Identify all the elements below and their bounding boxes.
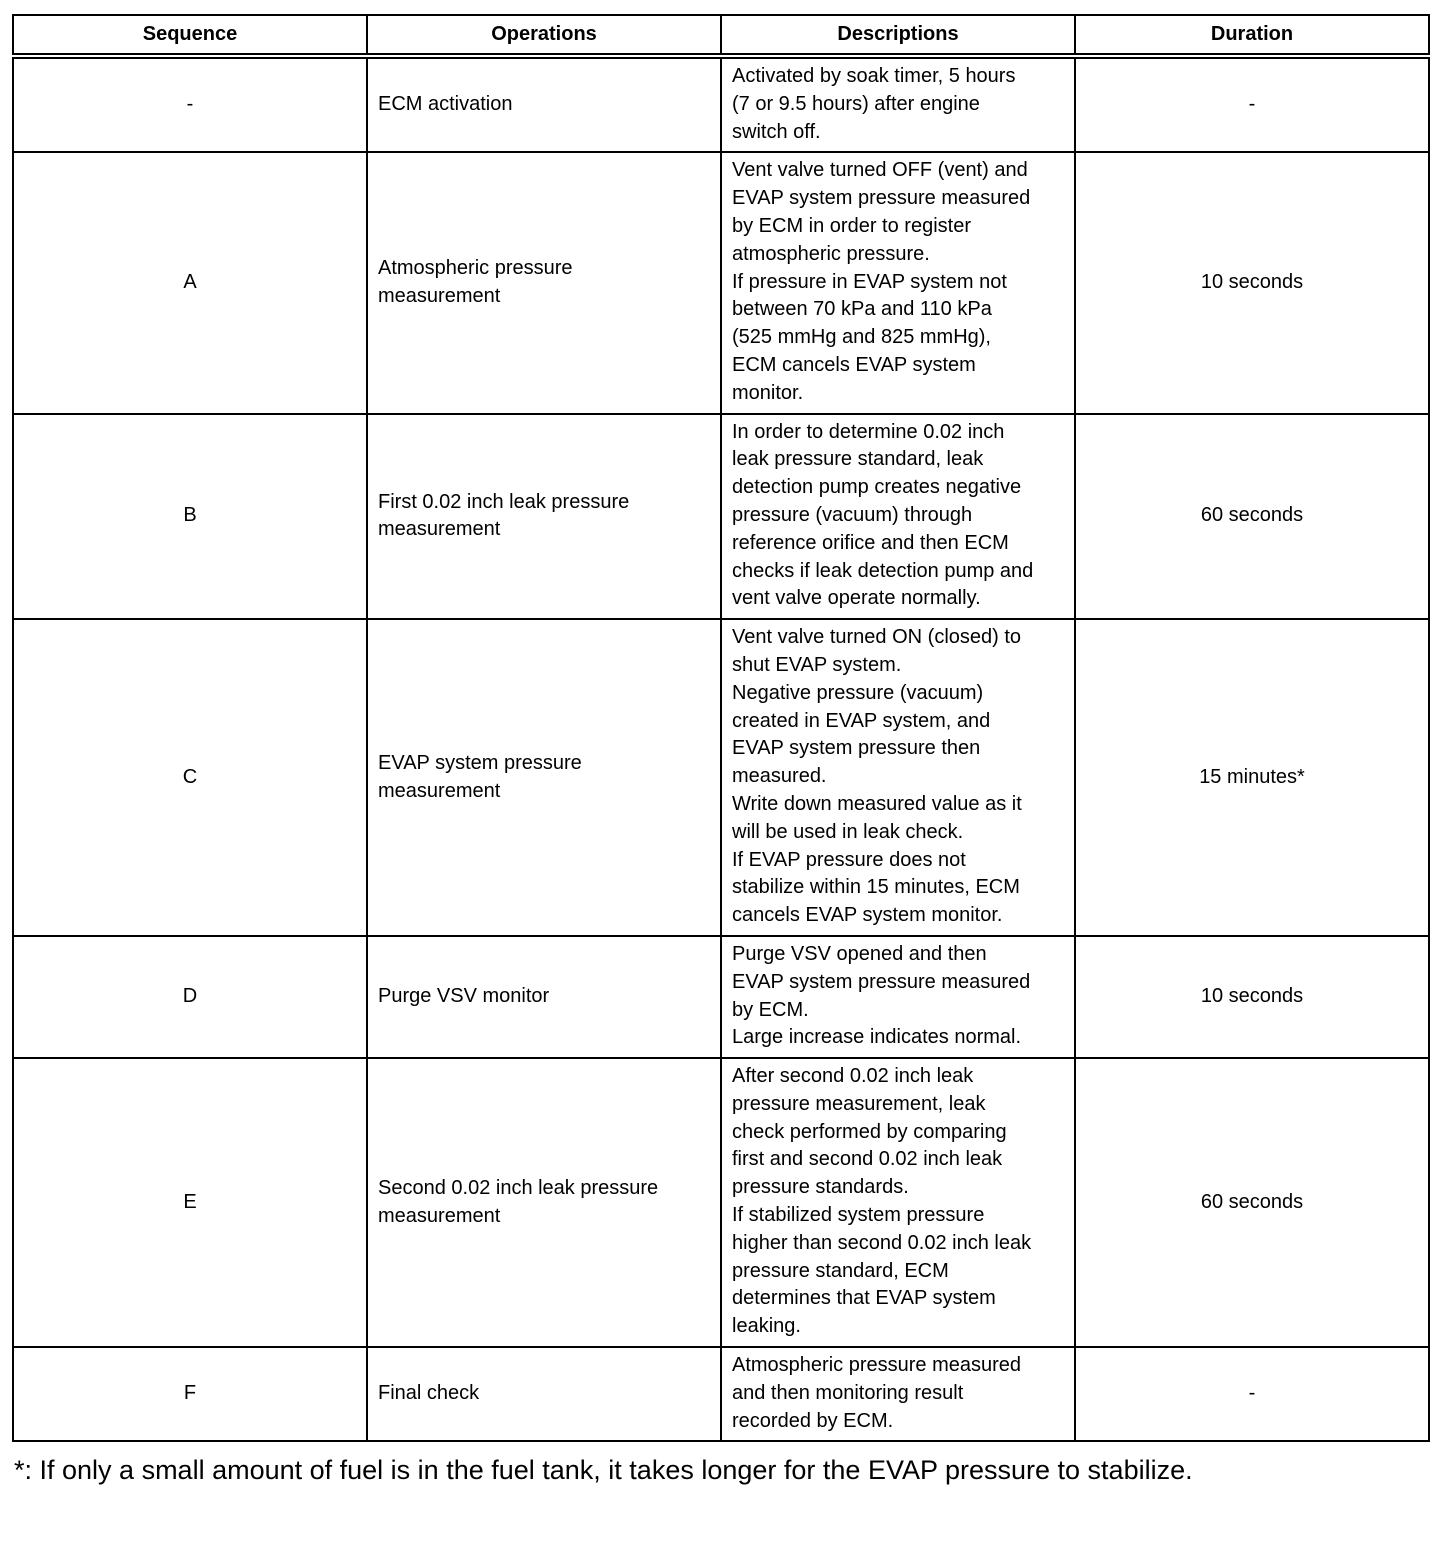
operation-text-line: measurement: [378, 518, 501, 541]
description-text-line: Vent valve turned ON (closed) to: [732, 626, 1022, 649]
description-text-line: ECM cancels EVAP system: [732, 353, 976, 376]
table-row: [13, 619, 1429, 936]
operation-cell: [367, 619, 721, 936]
table-row: [13, 414, 1429, 620]
description-text-line: pressure standards.: [732, 1176, 909, 1199]
description-text-line: detection pump creates negative: [732, 476, 1022, 499]
operation-text-line: First 0.02 inch leak pressure: [378, 490, 630, 513]
operation-text-line: measurement: [378, 1204, 501, 1227]
operation-text-line: measurement: [378, 284, 501, 307]
description-text-line: by ECM in order to register: [732, 214, 971, 237]
description-text-line: After second 0.02 inch leak: [732, 1065, 974, 1088]
duration-cell: -: [1075, 1347, 1429, 1441]
description-cell: [721, 56, 1075, 152]
table-row: [13, 1347, 1429, 1441]
column-header-sequence: Sequence: [13, 15, 367, 56]
description-text-line: If pressure in EVAP system not: [732, 270, 1007, 293]
operation-cell: [367, 1058, 721, 1347]
operation-text-line: ECM activation: [378, 93, 513, 116]
duration-cell: -: [1075, 56, 1429, 152]
description-text-line: Write down measured value as it: [732, 792, 1022, 815]
footnote: *: If only a small amount of fuel is in the fuel tank, it takes longer for the EVAP pressure to stabilize.: [14, 1455, 1193, 1485]
duration-cell: 10 seconds: [1075, 936, 1429, 1058]
description-cell: [721, 619, 1075, 936]
description-text-line: between 70 kPa and 110 kPa: [732, 298, 992, 321]
description-text-line: EVAP system pressure measured: [732, 187, 1031, 210]
description-cell: [721, 1347, 1075, 1441]
description-text-line: Large increase indicates normal.: [732, 1026, 1022, 1049]
description-text-line: EVAP system pressure then: [732, 737, 981, 760]
operation-text-line: Second 0.02 inch leak pressure: [378, 1176, 659, 1199]
evap-monitor-sequence-table: [12, 14, 1430, 1442]
description-text-line: by ECM.: [732, 998, 809, 1021]
operation-cell: [367, 936, 721, 1058]
description-text-line: Atmospheric pressure measured: [732, 1354, 1022, 1377]
description-text-line: measured.: [732, 765, 827, 788]
description-text-line: recorded by ECM.: [732, 1409, 894, 1432]
description-text-line: (525 mmHg and 825 mmHg),: [732, 326, 991, 349]
description-cell: [721, 152, 1075, 413]
operation-cell: [367, 414, 721, 620]
description-text-line: vent valve operate normally.: [732, 587, 981, 610]
table-body: [13, 56, 1429, 1441]
sequence-cell: A: [13, 152, 367, 413]
sequence-cell: B: [13, 414, 367, 620]
description-text-line: pressure measurement, leak: [732, 1092, 986, 1115]
sequence-cell: F: [13, 1347, 367, 1441]
operation-text-line: Final check: [378, 1382, 480, 1405]
description-text-line: pressure standard, ECM: [732, 1259, 949, 1282]
operation-text-line: EVAP system pressure: [378, 751, 582, 774]
description-text-line: switch off.: [732, 120, 821, 143]
description-text-line: cancels EVAP system monitor.: [732, 904, 1003, 927]
description-text-line: Negative pressure (vacuum): [732, 681, 984, 704]
description-text-line: leaking.: [732, 1315, 801, 1338]
duration-cell: 15 minutes*: [1075, 619, 1429, 936]
description-text-line: reference orifice and then ECM: [732, 531, 1009, 554]
sequence-cell: D: [13, 936, 367, 1058]
description-text-line: shut EVAP system.: [732, 653, 902, 676]
description-text-line: atmospheric pressure.: [732, 242, 930, 265]
sequence-cell: C: [13, 619, 367, 936]
operation-text-line: Purge VSV monitor: [378, 985, 550, 1008]
description-text-line: check performed by comparing: [732, 1120, 1007, 1143]
table-row: [13, 152, 1429, 413]
operation-cell: [367, 152, 721, 413]
operation-text-line: Atmospheric pressure: [378, 257, 573, 280]
sequence-cell: -: [13, 56, 367, 152]
table-header-row: [13, 15, 1429, 56]
operation-cell: [367, 56, 721, 152]
description-text-line: higher than second 0.02 inch leak: [732, 1231, 1032, 1254]
description-text-line: leak pressure standard, leak: [732, 448, 984, 471]
sequence-cell: E: [13, 1058, 367, 1347]
description-text-line: If EVAP pressure does not: [732, 848, 966, 871]
duration-cell: 60 seconds: [1075, 414, 1429, 620]
description-text-line: Activated by soak timer, 5 hours: [732, 65, 1016, 87]
description-cell: [721, 1058, 1075, 1347]
description-text-line: stabilize within 15 minutes, ECM: [732, 876, 1020, 899]
description-text-line: checks if leak detection pump and: [732, 559, 1034, 582]
description-cell: [721, 936, 1075, 1058]
description-text-line: Vent valve turned OFF (vent) and: [732, 159, 1028, 182]
table-row: [13, 56, 1429, 152]
description-cell: [721, 414, 1075, 620]
description-text-line: Purge VSV opened and then: [732, 942, 987, 965]
description-text-line: pressure (vacuum) through: [732, 503, 973, 526]
description-text-line: and then monitoring result: [732, 1381, 964, 1404]
description-text-line: If stabilized system pressure: [732, 1204, 985, 1227]
column-header-operations: Operations: [367, 15, 721, 56]
operation-text-line: measurement: [378, 779, 501, 802]
duration-cell: 10 seconds: [1075, 152, 1429, 413]
description-text-line: EVAP system pressure measured: [732, 970, 1031, 993]
column-header-duration: Duration: [1075, 15, 1429, 56]
description-text-line: monitor.: [732, 381, 804, 404]
column-header-descriptions: Descriptions: [721, 15, 1075, 56]
description-text-line: will be used in leak check.: [732, 820, 964, 843]
description-text-line: created in EVAP system, and: [732, 709, 991, 732]
table-row: [13, 936, 1429, 1058]
description-text-line: (7 or 9.5 hours) after engine: [732, 92, 980, 115]
description-text-line: In order to determine 0.02 inch: [732, 420, 1005, 443]
table-row: [13, 1058, 1429, 1347]
duration-cell: 60 seconds: [1075, 1058, 1429, 1347]
description-text-line: determines that EVAP system: [732, 1287, 996, 1310]
operation-cell: [367, 1347, 721, 1441]
description-text-line: first and second 0.02 inch leak: [732, 1148, 1003, 1171]
